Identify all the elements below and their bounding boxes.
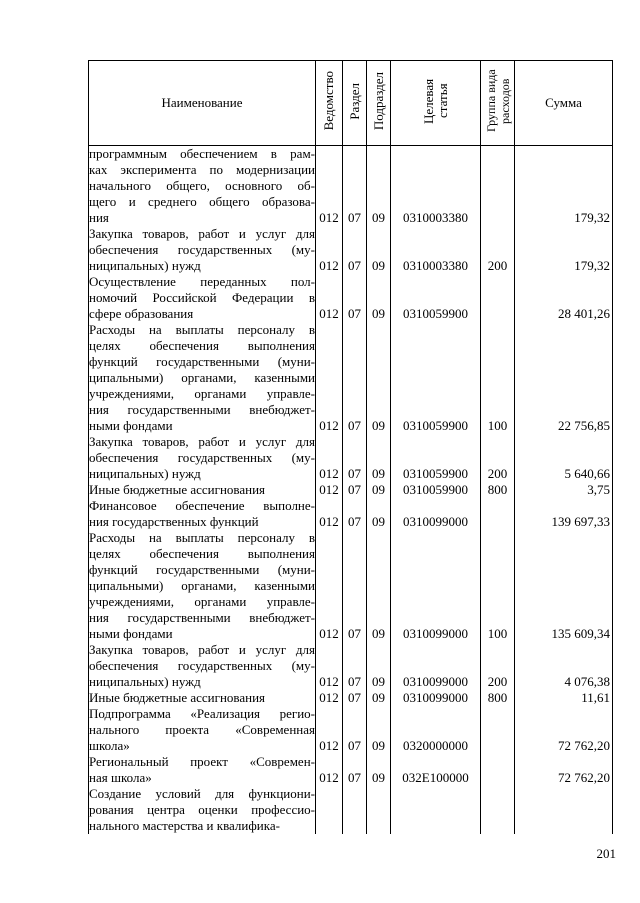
row-name <box>89 322 316 434</box>
row-section: 07 <box>343 498 367 530</box>
row-name-line: сфере образования <box>89 306 194 321</box>
row-sum: 5 640,66 <box>515 434 613 482</box>
row-name-line: ния государственными внебюджет- <box>89 402 315 417</box>
row-group <box>481 706 515 754</box>
header-sum: Сумма <box>515 61 613 146</box>
budget-table <box>88 60 613 834</box>
row-subsection: 09 <box>367 706 391 754</box>
header-group: Группа вида расходов <box>481 61 515 146</box>
row-name-line: программным обеспечением в рам- <box>89 146 315 161</box>
row-dept <box>316 786 343 834</box>
row-group: 200 <box>481 642 515 690</box>
row-name-line: Финансовое обеспечение выполне- <box>89 498 315 513</box>
row-name-line: ния государственными внебюджет- <box>89 610 315 625</box>
row-name-line: рования центра оценки профессио- <box>89 802 315 817</box>
row-subsection: 09 <box>367 498 391 530</box>
row-group: 200 <box>481 434 515 482</box>
row-target: 032E100000 <box>391 754 481 786</box>
row-dept: 012 <box>316 434 343 482</box>
table-row <box>89 146 613 227</box>
table-row <box>89 274 613 322</box>
table-row <box>89 482 613 498</box>
row-group: 200 <box>481 226 515 274</box>
row-name <box>89 482 316 498</box>
row-target: 0320000000 <box>391 706 481 754</box>
row-name <box>89 642 316 690</box>
row-dept: 012 <box>316 754 343 786</box>
row-sum: 72 762,20 <box>515 706 613 754</box>
row-name-line: школа» <box>89 738 130 753</box>
row-dept: 012 <box>316 146 343 227</box>
row-subsection: 09 <box>367 482 391 498</box>
row-name-line: Закупка товаров, работ и услуг для <box>89 434 315 449</box>
row-subsection: 09 <box>367 754 391 786</box>
table-row <box>89 322 613 434</box>
row-section: 07 <box>343 274 367 322</box>
header-section: Раздел <box>343 61 367 146</box>
table-body <box>89 146 613 835</box>
row-dept: 012 <box>316 706 343 754</box>
row-dept: 012 <box>316 498 343 530</box>
row-name <box>89 706 316 754</box>
row-dept: 012 <box>316 322 343 434</box>
row-name <box>89 274 316 322</box>
row-name-line: ния государственных функций <box>89 514 259 529</box>
row-sum: 28 401,26 <box>515 274 613 322</box>
row-sum <box>515 786 613 834</box>
row-section: 07 <box>343 146 367 227</box>
row-name <box>89 530 316 642</box>
table-row <box>89 754 613 786</box>
row-name-line: нального мастерства и квалифика- <box>89 818 280 833</box>
table-row <box>89 434 613 482</box>
row-name-line: Закупка товаров, работ и услуг для <box>89 642 315 657</box>
table-row <box>89 642 613 690</box>
row-name <box>89 434 316 482</box>
row-section: 07 <box>343 322 367 434</box>
row-name-line: ципальными) органами, казенными <box>89 370 315 385</box>
row-name-line: ными фондами <box>89 626 173 641</box>
row-name-line: обеспечения государственных (му- <box>89 658 315 673</box>
row-subsection: 09 <box>367 434 391 482</box>
row-dept: 012 <box>316 274 343 322</box>
header-target: Целевая статья <box>391 61 481 146</box>
row-name <box>89 690 316 706</box>
row-name-line: ках эксперимента по модернизации <box>89 162 315 177</box>
row-target: 0310099000 <box>391 642 481 690</box>
row-group: 800 <box>481 690 515 706</box>
row-dept: 012 <box>316 690 343 706</box>
row-target: 0310003380 <box>391 146 481 227</box>
row-sum: 135 609,34 <box>515 530 613 642</box>
table-row <box>89 530 613 642</box>
row-sum: 3,75 <box>515 482 613 498</box>
row-name-line: обеспечения государственных (му- <box>89 450 315 465</box>
row-name-line: Расходы на выплаты персоналу в <box>89 530 315 545</box>
row-name-line: номочий Российской Федерации в <box>89 290 315 305</box>
row-group: 100 <box>481 322 515 434</box>
row-name-line: целях обеспечения выполнения <box>89 546 315 561</box>
row-section <box>343 786 367 834</box>
table-row <box>89 786 613 834</box>
row-name-line: нального проекта «Современная <box>89 722 315 737</box>
row-subsection: 09 <box>367 690 391 706</box>
row-name-line: Закупка товаров, работ и услуг для <box>89 226 315 241</box>
row-section: 07 <box>343 434 367 482</box>
row-name-line: ниципальных) нужд <box>89 674 201 689</box>
row-group <box>481 498 515 530</box>
row-name-line: ципальными) органами, казенными <box>89 578 315 593</box>
row-name-line: Осуществление переданных пол- <box>89 274 315 289</box>
row-section: 07 <box>343 226 367 274</box>
row-name <box>89 498 316 530</box>
row-subsection: 09 <box>367 146 391 227</box>
row-name-line: Региональный проект «Современ- <box>89 754 315 769</box>
row-subsection <box>367 786 391 834</box>
table-row <box>89 498 613 530</box>
row-name-line: обеспечения государственных (му- <box>89 242 315 257</box>
row-name-line: Расходы на выплаты персоналу в <box>89 322 315 337</box>
row-dept: 012 <box>316 482 343 498</box>
row-group: 100 <box>481 530 515 642</box>
row-name-line: учреждениями, органами управле- <box>89 386 315 401</box>
row-name-line: ная школа» <box>89 770 152 785</box>
row-name-line: учреждениями, органами управле- <box>89 594 315 609</box>
row-section: 07 <box>343 706 367 754</box>
row-group <box>481 786 515 834</box>
row-name-line: ниципальных) нужд <box>89 466 201 481</box>
row-subsection: 09 <box>367 274 391 322</box>
row-section: 07 <box>343 642 367 690</box>
row-name-line: ными фондами <box>89 418 173 433</box>
row-name-line: функций государственными (муни- <box>89 354 315 369</box>
row-section: 07 <box>343 690 367 706</box>
row-subsection: 09 <box>367 530 391 642</box>
header-name: Наименование <box>89 61 316 146</box>
row-target: 0310059900 <box>391 274 481 322</box>
row-section: 07 <box>343 530 367 642</box>
row-name-line: Подпрограмма «Реализация регио- <box>89 706 315 721</box>
row-sum: 4 076,38 <box>515 642 613 690</box>
row-dept: 012 <box>316 642 343 690</box>
header-row <box>89 61 613 146</box>
row-target: 0310059900 <box>391 482 481 498</box>
row-group: 800 <box>481 482 515 498</box>
table-row <box>89 226 613 274</box>
row-section: 07 <box>343 754 367 786</box>
row-name <box>89 226 316 274</box>
table-row <box>89 690 613 706</box>
row-name <box>89 146 316 227</box>
row-sum: 22 756,85 <box>515 322 613 434</box>
row-subsection: 09 <box>367 226 391 274</box>
row-name-line: функций государственными (муни- <box>89 562 315 577</box>
row-name-line: ния <box>89 210 109 225</box>
row-name <box>89 786 316 834</box>
row-subsection: 09 <box>367 642 391 690</box>
row-name-line: Иные бюджетные ассигнования <box>89 482 266 497</box>
page-number: 201 <box>596 846 616 861</box>
row-name-line: щего и среднего общего образова- <box>89 194 315 209</box>
row-target: 0310059900 <box>391 322 481 434</box>
row-sum: 179,32 <box>515 226 613 274</box>
row-dept: 012 <box>316 226 343 274</box>
row-sum: 139 697,33 <box>515 498 613 530</box>
row-target: 0310099000 <box>391 530 481 642</box>
row-name-line: ниципальных) нужд <box>89 258 201 273</box>
row-section: 07 <box>343 482 367 498</box>
row-group <box>481 274 515 322</box>
row-target: 0310059900 <box>391 434 481 482</box>
row-target: 0310003380 <box>391 226 481 274</box>
row-subsection: 09 <box>367 322 391 434</box>
row-name-line: целях обеспечения выполнения <box>89 338 315 353</box>
table-row <box>89 706 613 754</box>
row-target: 0310099000 <box>391 690 481 706</box>
row-sum: 11,61 <box>515 690 613 706</box>
row-name-line: Иные бюджетные ассигнования <box>89 690 266 705</box>
header-subsection: Подраздел <box>367 61 391 146</box>
row-dept: 012 <box>316 530 343 642</box>
row-target <box>391 786 481 834</box>
row-name-line: начального общего, основного об- <box>89 178 315 193</box>
row-group <box>481 146 515 227</box>
row-target: 0310099000 <box>391 498 481 530</box>
row-group <box>481 754 515 786</box>
row-sum: 72 762,20 <box>515 754 613 786</box>
row-name-line: Создание условий для функциони- <box>89 786 315 801</box>
header-dept: Ведомство <box>316 61 343 146</box>
row-name <box>89 754 316 786</box>
row-sum: 179,32 <box>515 146 613 227</box>
